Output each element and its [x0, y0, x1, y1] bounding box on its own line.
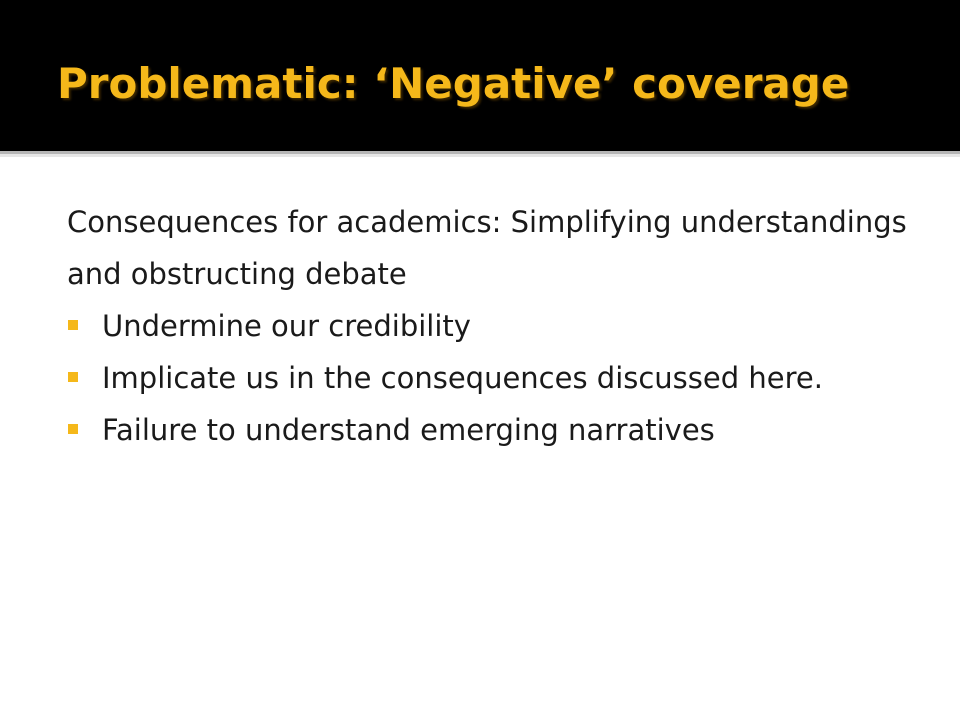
square-bullet-icon: [68, 320, 78, 330]
slide-body: [67, 196, 927, 456]
square-bullet-icon: [68, 372, 78, 382]
bullet-list: [67, 300, 927, 456]
bullet-text: Implicate us in the consequences discussed here.: [102, 361, 823, 395]
bullet-text: Undermine our credibility: [102, 309, 471, 343]
bullet-item: [67, 352, 862, 404]
intro-text: Consequences for academics: Simplifying understandings and obstructing debate: [67, 205, 907, 291]
bullet-text: Failure to understand emerging narratives: [102, 413, 715, 447]
bullet-item: [67, 300, 862, 352]
title-divider-shadow: [0, 154, 960, 157]
bullet-item: [67, 404, 862, 456]
square-bullet-icon: [68, 424, 78, 434]
title-band: [0, 0, 960, 151]
slide-title: Problematic: ‘Negative’ coverage: [57, 59, 850, 108]
